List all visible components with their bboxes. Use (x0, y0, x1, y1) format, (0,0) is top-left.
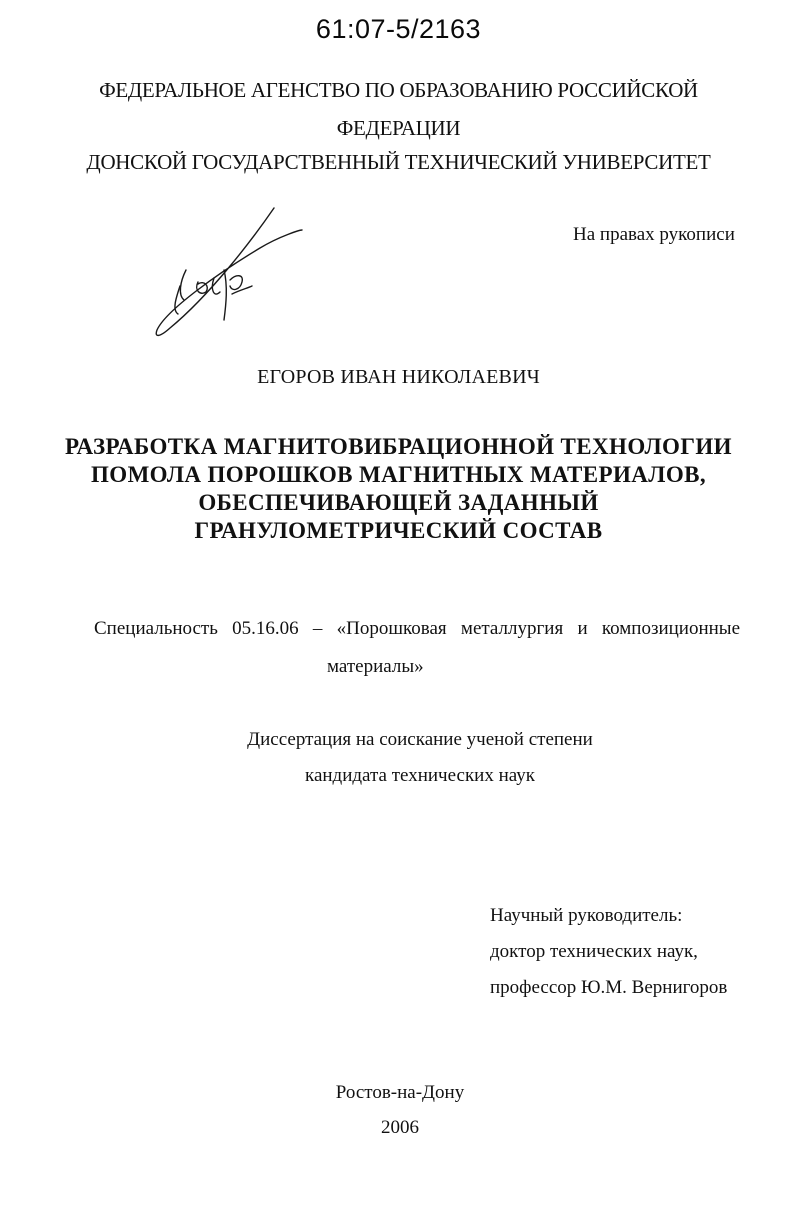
title-line-4: ГРАНУЛОМЕТРИЧЕСКИЙ СОСТАВ (194, 518, 603, 543)
title-line-1: РАЗРАБОТКА МАГНИТОВИБРАЦИОННОЙ ТЕХНОЛОГИИ (65, 434, 732, 459)
specialty-word: металлургия (460, 618, 564, 639)
handwritten-signature (140, 200, 315, 350)
degree-line-2: кандидата технических наук (305, 765, 535, 786)
title-line-3: ОБЕСПЕЧИВАЮЩЕЙ ЗАДАННЫЙ (198, 490, 599, 515)
specialty-word: Специальность (94, 618, 218, 639)
supervisor-degree: доктор технических наук, (490, 941, 698, 962)
specialty-line-1 (94, 618, 740, 640)
archive-code: 61:07-5/2163 (315, 14, 482, 44)
organization-line-1: ФЕДЕРАЛЬНОЕ АГЕНСТВО ПО ОБРАЗОВАНИЮ РОССИЙСКОЙ (99, 78, 698, 102)
specialty-word: и (577, 618, 588, 639)
specialty-word: «Порошковая (336, 618, 447, 639)
degree-line-1: Диссертация на соискание ученой степени (247, 729, 593, 750)
degree-statement (90, 722, 750, 794)
specialty-word: композиционные (601, 618, 740, 639)
specialty-block (94, 618, 740, 678)
manuscript-rights: На правах рукописи (573, 224, 735, 245)
footer-year: 2006 (381, 1117, 419, 1138)
specialty-code: 05.16.06 (232, 618, 299, 639)
author-name: ЕГОРОВ ИВАН НИКОЛАЕВИЧ (257, 366, 540, 388)
organization-line-3: ДОНСКОЙ ГОСУДАРСТВЕННЫЙ ТЕХНИЧЕСКИЙ УНИВЕРСИТЕТ (86, 150, 711, 174)
supervisor-label: Научный руководитель: (490, 905, 683, 926)
specialty-dash: – (312, 618, 323, 639)
organization-line-2: ФЕДЕРАЦИИ (336, 116, 461, 140)
specialty-line-2: материалы» (327, 656, 424, 677)
supervisor-name: профессор Ю.М. Вернигоров (490, 977, 728, 998)
dissertation-title (60, 433, 737, 545)
footer-block (270, 1075, 530, 1145)
title-line-2: ПОМОЛА ПОРОШКОВ МАГНИТНЫХ МАТЕРИАЛОВ, (90, 462, 706, 487)
footer-city: Ростов-на-Дону (335, 1082, 465, 1103)
supervisor-block (490, 898, 727, 1006)
